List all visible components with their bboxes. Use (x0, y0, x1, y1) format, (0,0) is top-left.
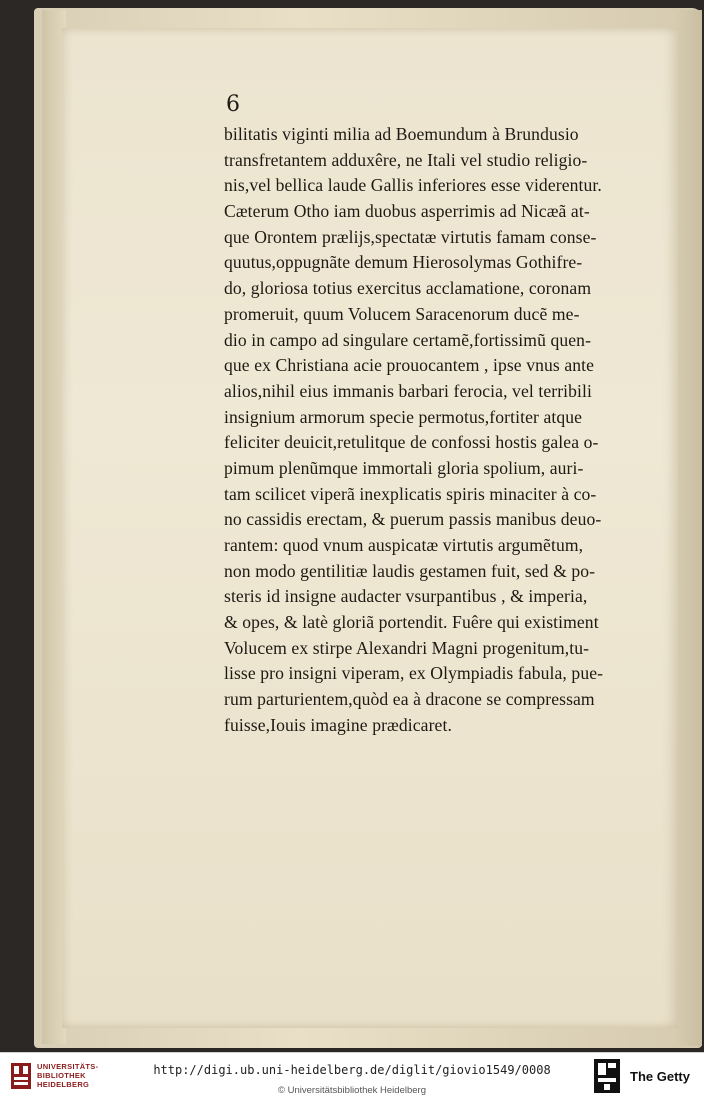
text-line: que ex Christiana acie prouocantem , ipse vnus ante (224, 355, 595, 376)
text-line: bilitatis viginti milia ad Boemundum à Brundusio (224, 124, 579, 144)
footer-bar (0, 1052, 704, 1101)
text-line: non modo gentilitiæ laudis gestamen fuit, sed & po- (224, 560, 596, 581)
text-line: no cassidis erectam, & puerum passis manibus deuo- (224, 509, 602, 530)
text-line: do, gloriosa totius exercitus acclamatione, coronam (224, 278, 592, 299)
text-line: rum parturientem,quòd ea à dracone se compressam (224, 689, 595, 710)
permalink-url[interactable]: http://digi.ub.uni-heidelberg.de/diglit/giovio1549/0008 (153, 1063, 551, 1077)
text-line: insignium armorum specie permotus,fortiter atque (224, 406, 583, 427)
text-line: transfretantem adduxêre, ne Itali vel studio religio- (224, 149, 588, 170)
copyright-text: © Universitätsbibliothek Heidelberg (278, 1085, 426, 1096)
text-line: lisse pro insigni viperam, ex Olympiadis fabula, pue- (224, 663, 604, 684)
text-line: rantem: quod vnum auspicatæ virtutis argumẽtum, (224, 535, 584, 555)
text-line: que Orontem prælijs,spectatæ virtutis famam conse- (224, 226, 597, 247)
text-line: fuisse,Iouis imagine prædicaret. (224, 714, 452, 735)
text-block (224, 122, 662, 739)
page-number: 6 (226, 92, 240, 117)
text-line: nis,vel bellica laude Gallis inferiores esse viderentur. (224, 175, 602, 196)
text-line: feliciter deuicit,retulitque de confossi hostis galea o- (224, 432, 599, 453)
text-line: pimum plenũmque immortali gloria spolium, auri- (224, 457, 584, 478)
text-line: steris id insigne audacter vsurpantibus , & imperia, (224, 586, 588, 607)
text-line: Cæterum Otho iam duobus asperrimis ad Nicæã at- (224, 201, 590, 222)
text-line: & opes, & latè gloriã portendit. Fuêre qui existiment (224, 612, 599, 633)
text-line: dio in campo ad singulare certamẽ,fortissimũ quen- (224, 329, 592, 350)
institution-name: UNIVERSITÄTS- BIBLIOTHEK HEIDELBERG (37, 1062, 99, 1089)
getty-name: The Getty (630, 1069, 690, 1084)
text-line: Volucem ex stirpe Alexandri Magni progenitum,tu- (224, 637, 590, 658)
getty-logo-icon[interactable] (594, 1059, 620, 1093)
text-line: alios,nihil eius immanis barbari ferocia, vel terribili (224, 380, 593, 401)
text-line: quutus,oppugnãte demum Hierosolymas Gothifre- (224, 252, 583, 273)
text-line: promeruit, quum Volucem Saracenorum ducẽ me- (224, 303, 580, 324)
text-line: tam scilicet viperã inexplicatis spiris minaciter à co- (224, 483, 597, 504)
